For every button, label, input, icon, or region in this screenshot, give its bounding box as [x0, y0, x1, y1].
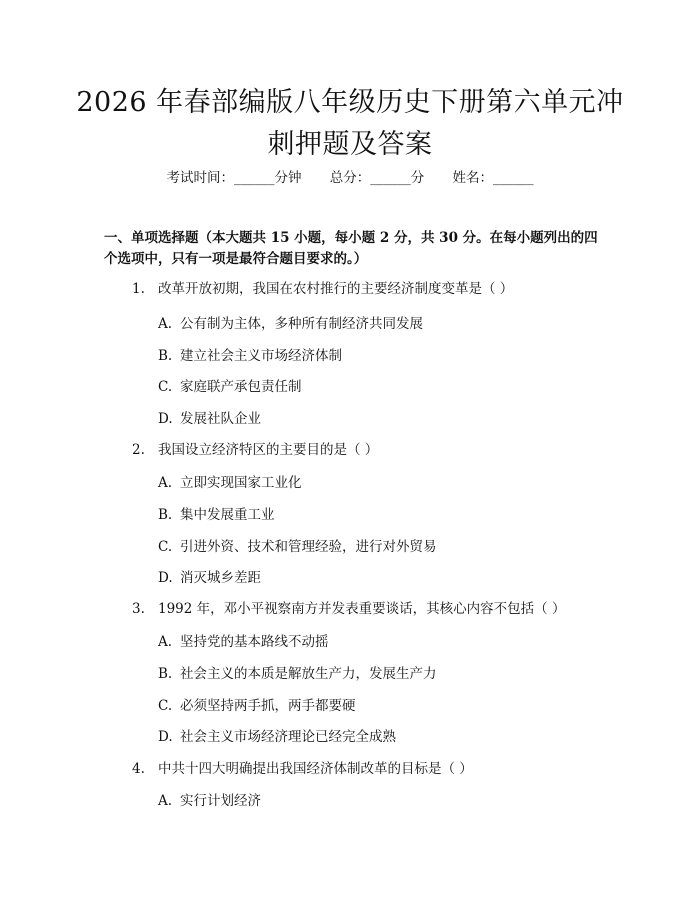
question-number: 3. [132, 601, 145, 617]
question-text: 改革开放初期，我国在农村推行的主要经济制度变革是（ ） [158, 281, 514, 297]
question-number: 1. [132, 281, 145, 297]
option-2a [158, 473, 302, 493]
option-3c [158, 696, 356, 716]
total-score-field: 总分：______分 [329, 170, 425, 186]
section-heading-line-2: 个选项中，只有一项是最符合题目要求的。） [104, 251, 368, 267]
option-letter: D. [158, 729, 173, 745]
question-4 [132, 759, 473, 779]
option-text: 必须坚持两手抓，两手都要硬 [180, 698, 356, 714]
page-title [0, 82, 700, 166]
option-3b [158, 664, 437, 684]
option-text: 实行计划经济 [180, 793, 261, 809]
exam-time-field: 考试时间：______分钟 [166, 170, 302, 186]
option-text: 家庭联产承包责任制 [180, 379, 302, 395]
option-text: 建立社会主义市场经济体制 [180, 348, 342, 364]
section-heading [104, 228, 604, 270]
option-letter: C. [158, 539, 173, 555]
option-1d [158, 409, 261, 429]
option-letter: B. [158, 666, 173, 682]
option-text: 发展社队企业 [180, 411, 261, 427]
option-letter: A. [158, 475, 173, 491]
question-text: 中共十四大明确提出我国经济体制改革的目标是（ ） [158, 761, 473, 777]
section-heading-line-1: 一、单项选择题（本大题共 15 小题，每小题 2 分，共 30 分。在每小题列出的四 [104, 230, 598, 246]
question-text: 1992 年，邓小平视察南方并发表重要谈话，其核心内容不包括（ ） [158, 601, 566, 617]
option-text: 社会主义的本质是解放生产力，发展生产力 [180, 666, 437, 682]
title-line-2: 刺押题及答案 [267, 129, 433, 160]
question-text: 我国设立经济特区的主要目的是（ ） [158, 442, 379, 458]
question-1 [132, 279, 513, 299]
option-1b [158, 346, 342, 366]
option-text: 集中发展重工业 [180, 507, 275, 523]
option-text: 立即实现国家工业化 [180, 475, 302, 491]
option-1a [158, 314, 423, 334]
option-text: 引进外资、技术和管理经验，进行对外贸易 [180, 539, 437, 555]
option-letter: B. [158, 507, 173, 523]
question-3 [132, 599, 565, 619]
option-4a [158, 791, 261, 811]
option-letter: C. [158, 698, 173, 714]
option-text: 坚持党的基本路线不动摇 [180, 634, 329, 650]
option-3d [158, 727, 396, 747]
option-3a [158, 632, 329, 652]
option-text: 社会主义市场经济理论已经完全成熟 [180, 729, 396, 745]
option-letter: A. [158, 793, 173, 809]
option-letter: D. [158, 570, 173, 586]
title-line-1: 2026 年春部编版八年级历史下册第六单元冲 [76, 87, 624, 118]
student-name-field: 姓名：______ [452, 170, 534, 186]
exam-meta [0, 168, 700, 188]
question-2 [132, 440, 378, 460]
option-letter: A. [158, 634, 173, 650]
question-number: 2. [132, 442, 145, 458]
option-letter: D. [158, 411, 173, 427]
option-text: 消灭城乡差距 [180, 570, 261, 586]
option-text: 公有制为主体，多种所有制经济共同发展 [180, 316, 423, 332]
option-2d [158, 568, 261, 588]
option-letter: B. [158, 348, 173, 364]
option-1c [158, 377, 302, 397]
question-number: 4. [132, 761, 145, 777]
option-2c [158, 537, 437, 557]
option-letter: A. [158, 316, 173, 332]
option-2b [158, 505, 275, 525]
option-letter: C. [158, 379, 173, 395]
